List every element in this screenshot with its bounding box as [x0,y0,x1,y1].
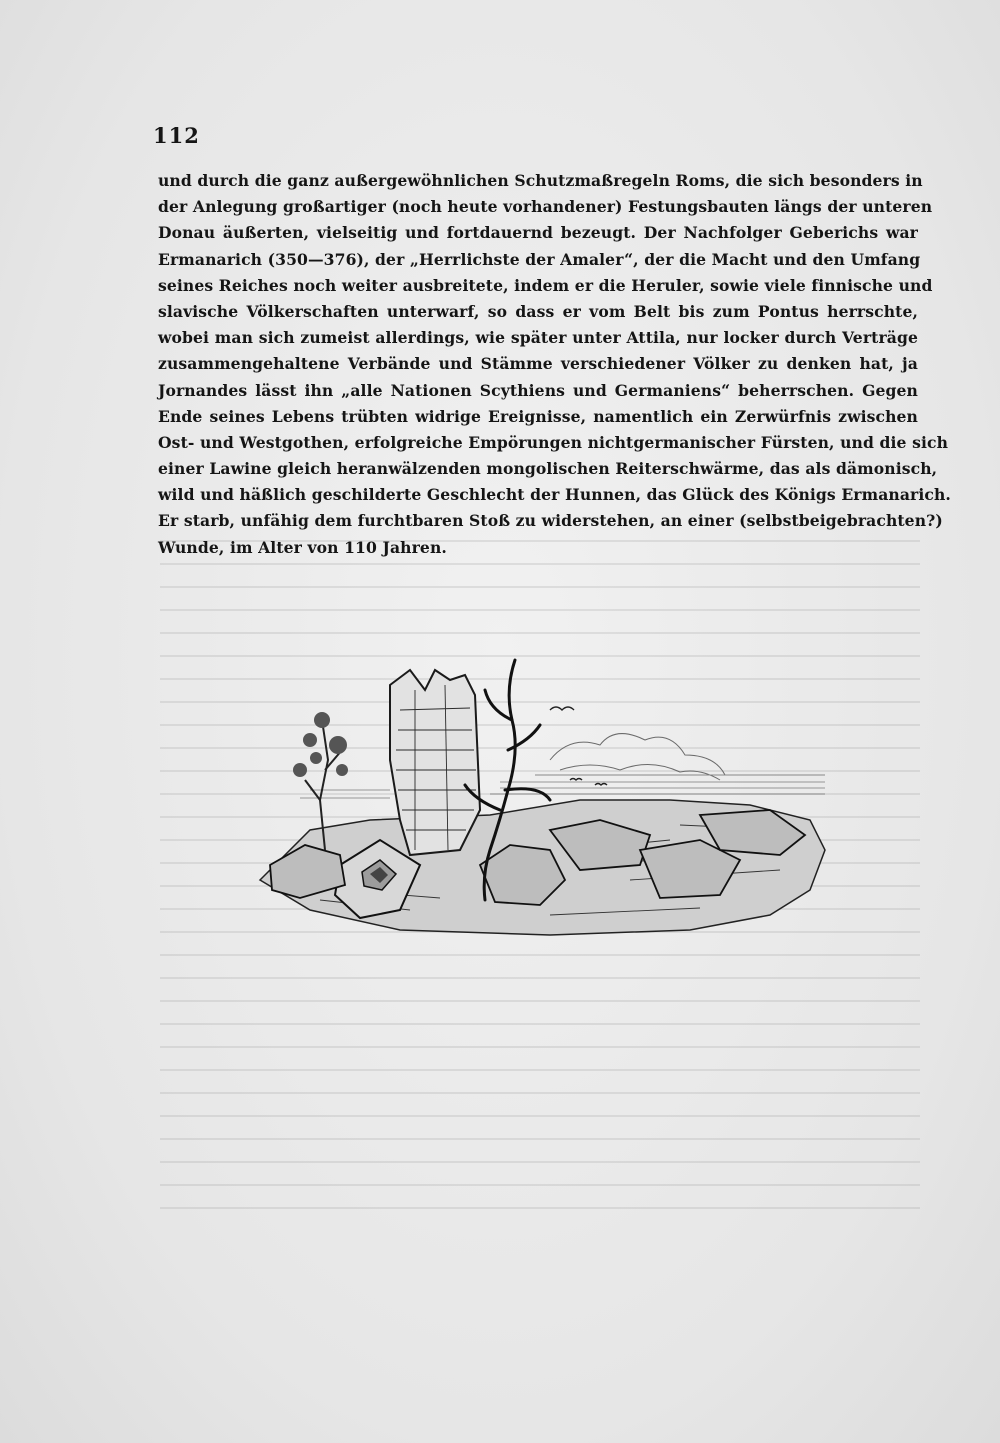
text-line: und durch die ganz außergewöhnlichen Schutzmaßregeln Roms, die sich besonders in [158,171,923,190]
text-line: Donau äußerten, vielseitig und fortdauernd bezeugt. Der Nachfolger Geberichs war [158,223,918,243]
text-line: Ende seines Lebens trübten widrige Ereignisse, namentlich ein Zerwürfnis zwischen [158,406,918,426]
text-line: seines Reiches noch weiter ausbreitete, indem er die Heruler, sowie viele finnische und [158,275,933,295]
text-line: Er starb, unfähig dem furchtbaren Stoß zu widerstehen, an einer (selbstbeigebrachten?) [158,511,943,531]
text-line: Wunde, im Alter von 110 Jahren. [158,537,447,557]
text-line: Ost- und Westgothen, erfolgreiche Empörungen nichtgermanischer Fürsten, und die sich [158,432,949,452]
text-line: slavische Völkerschaften unterwarf, so dass er vom Belt bis zum Pontus herrschte, [158,301,918,321]
text-line: Ermanarich (350—376), der „Herrlichste der Amaler“, der die Macht und den Umfang [158,249,921,269]
text-line: zusammengehaltene Verbände und Stämme verschiedener Völker zu denken hat, ja [158,354,918,374]
text-line: der Anlegung großartiger (noch heute vorhandener) Festungsbauten längs der unteren [158,197,933,217]
page-number: 112 [153,123,200,148]
text-line: wild und häßlich geschilderte Geschlecht der Hunnen, das Glück des Königs Ermanarich. [158,485,951,505]
text-line: einer Lawine gleich heranwälzenden mongolischen Reiterschwärme, das als dämonisch, [158,459,938,479]
text-line: wobei man sich zumeist allerdings, wie später unter Attila, nur locker durch Verträge [158,328,918,348]
ruin-landscape-engraving [250,650,830,950]
text-line: Jornandes lässt ihn „alle Nationen Scythiens und Germaniens“ beherrschen. Gegen [158,380,918,400]
body-text [158,168,951,561]
